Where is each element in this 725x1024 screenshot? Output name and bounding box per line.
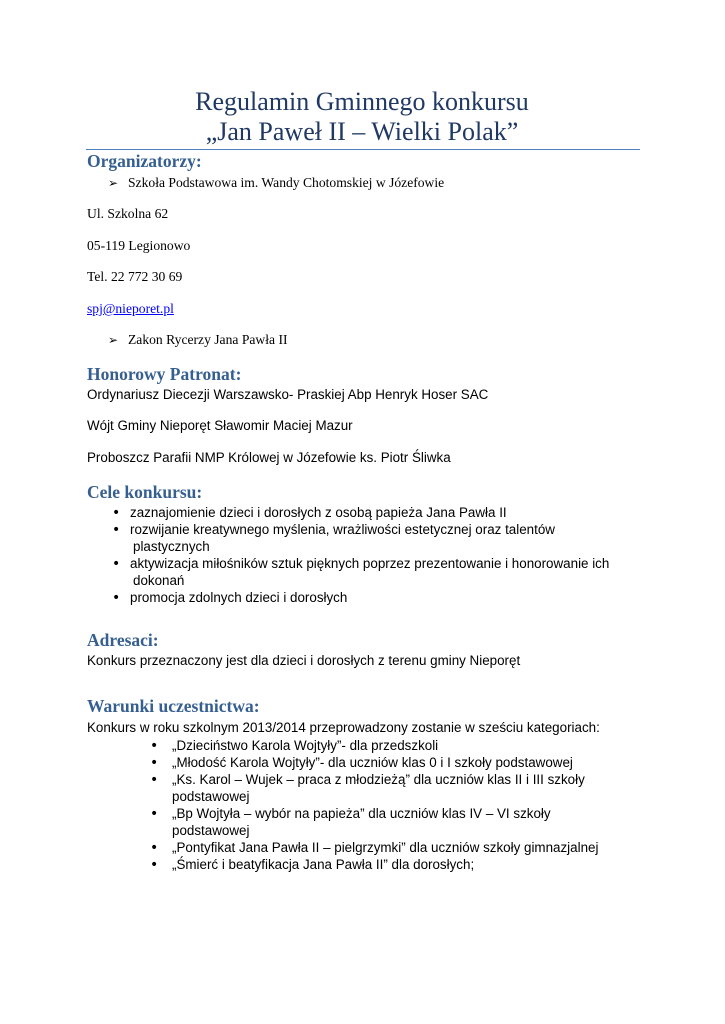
audience-text: Konkurs przeznaczony jest dla dzieci i dorosłych z terenu gminy Nieporęt <box>87 653 521 668</box>
goal-item-continuation: dokonań <box>133 573 185 588</box>
bullet-icon: • <box>112 522 121 538</box>
organizers-heading: Organizatorzy: <box>87 151 202 171</box>
goal-item: aktywizacja miłośników sztuk pięknych poprzez prezentowanie i honorowanie ich <box>130 556 610 571</box>
organizer-school: Szkoła Podstawowa im. Wandy Chotomskiej w Józefowie <box>128 175 445 190</box>
goal-item: promocja zdolnych dzieci i dorosłych <box>130 590 348 605</box>
title-line-2: „Jan Paweł II – Wielki Polak” <box>205 117 519 146</box>
bullet-icon: • <box>112 590 121 606</box>
patron-item: Ordynariusz Diecezji Warszawsko- Praskiej Abp Henryk Hoser SAC <box>87 387 489 402</box>
goal-item: zaznajomienie dzieci i dorosłych z osobą papieża Jana Pawła II <box>130 505 507 520</box>
bullet-icon: • <box>150 806 159 822</box>
organizer-phone: Tel. 22 772 30 69 <box>87 269 183 284</box>
category-item: „Pontyfikat Jana Pawła II – pielgrzymki” dla uczniów szkoły gimnazjalnej <box>172 840 599 855</box>
arrow-bullet-icon: ➢ <box>108 333 119 347</box>
category-item-continuation: podstawowej <box>172 789 250 804</box>
goals-heading: Cele konkursu: <box>87 482 203 502</box>
bullet-icon: • <box>150 857 159 873</box>
bullet-icon: • <box>112 505 121 521</box>
category-item-continuation: podstawowej <box>172 823 250 838</box>
conditions-intro: Konkurs w roku szkolnym 2013/2014 przeprowadzony zostanie w sześciu kategoriach: <box>87 720 600 735</box>
conditions-heading: Warunki uczestnictwa: <box>87 696 260 716</box>
category-item: „Młodość Karola Wojtyły”- dla uczniów klas 0 i I szkoły podstawowej <box>172 755 573 770</box>
title-divider <box>86 149 640 150</box>
goal-item: rozwijanie kreatywnego myślenia, wrażliwości estetycznej oraz talentów <box>130 522 555 537</box>
bullet-icon: • <box>150 840 159 856</box>
category-item: „Bp Wojtyła – wybór na papieża” dla uczniów klas IV – VI szkoły <box>172 806 551 821</box>
bullet-icon: • <box>150 738 159 754</box>
organizer-postal: 05-119 Legionowo <box>87 238 191 253</box>
bullet-icon: • <box>150 772 159 788</box>
bullet-icon: • <box>112 556 121 572</box>
goal-item-continuation: plastycznych <box>133 539 210 554</box>
organizer-order: Zakon Rycerzy Jana Pawła II <box>128 332 288 347</box>
audience-heading: Adresaci: <box>87 630 159 650</box>
title-line-1: Regulamin Gminnego konkursu <box>195 87 529 116</box>
patron-item: Wójt Gminy Nieporęt Sławomir Maciej Mazur <box>87 418 353 433</box>
category-item: „Ks. Karol – Wujek – praca z młodzieżą” dla uczniów klas II i III szkoły <box>172 772 585 787</box>
organizer-street: Ul. Szkolna 62 <box>87 206 169 221</box>
bullet-icon: • <box>150 755 159 771</box>
organizer-email-link[interactable]: spj@nieporet.pl <box>87 301 174 316</box>
patronage-heading: Honorowy Patronat: <box>87 364 242 384</box>
patron-item: Proboszcz Parafii NMP Królowej w Józefowie ks. Piotr Śliwka <box>87 450 451 465</box>
category-item: „Dzieciństwo Karola Wojtyły”- dla przedszkoli <box>172 738 439 753</box>
category-item: „Śmierć i beatyfikacja Jana Pawła II” dla dorosłych; <box>172 857 475 872</box>
arrow-bullet-icon: ➢ <box>108 176 119 190</box>
